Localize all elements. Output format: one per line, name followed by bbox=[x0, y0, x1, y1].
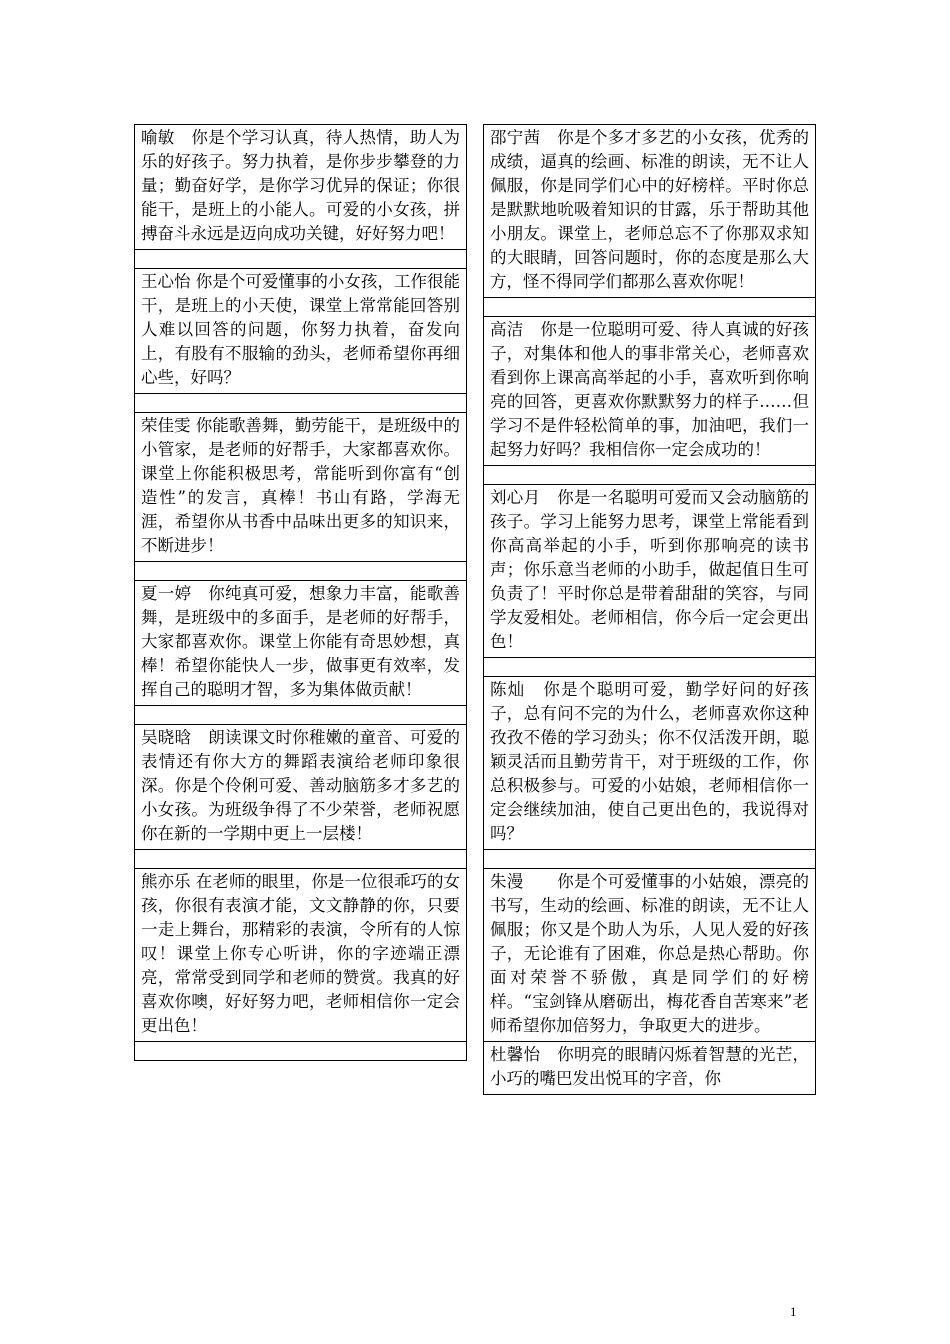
comment-cell: 陈灿 你是个聪明可爱，勤学好问的好孩子，总有问不完的为什么，老师喜欢你这种孜孜不倦的学习劲头；你不仅活泼开朗，聪颖灵活而且勤劳肯干，对于班级的工作，你总积极参与。可爱的小姑娘，老师相信你一定会继续加油，使自己更出色的，我说得对吗？ bbox=[484, 677, 816, 850]
comment-cell: 高洁 你是一位聪明可爱、待人真诚的好孩子，对集体和他人的事非常关心，老师喜欢看到你上课高高举起的小手，喜欢听到你响亮的回答，更喜欢你默默努力的样子……但学习不是件轻松简单的事，加油吧，我们一起努力好吗？我相信你一定会成功的！ bbox=[484, 317, 816, 466]
comment-cell: 杜馨怡 你明亮的眼睛闪烁着智慧的光芒，小巧的嘴巴发出悦耳的字音，你 bbox=[484, 1042, 816, 1095]
spacer-row bbox=[135, 706, 467, 725]
comment-cell: 荣佳雯 你能歌善舞，勤劳能干，是班级中的小管家，是老师的好帮手，大家都喜欢你。课堂上你能积极思考，常能听到你富有“创造性”的发言，真棒！书山有路，学海无涯，希望你从书香中品味出更多的知识来，不断进步！ bbox=[135, 413, 467, 562]
comment-cell: 喻敏 你是个学习认真，待人热情，助人为乐的好孩子。努力执着，是你步步攀登的力量；勤奋好学，是你学习优异的保证；你很能干，是班上的小能人。可爱的小女孩，拼搏奋斗永远是迈向成功关键，好好努力吧！ bbox=[135, 125, 467, 250]
spacer-row bbox=[135, 850, 467, 869]
spacer-row bbox=[484, 466, 816, 485]
comment-cell: 邵宁茜 你是个多才多艺的小女孩，优秀的成绩，逼真的绘画、标准的朗读，无不让人佩服，你是同学们心中的好榜样。平时你总是默默地吮吸着知识的甘露，乐于帮助其他小朋友。课堂上，老师总忘不了你那双求知的大眼睛，回答问题时，你的态度是那么大方，怪不得同学们都那么喜欢你呢！ bbox=[484, 125, 816, 298]
comment-cell: 熊亦乐 在老师的眼里，你是一位很乖巧的女孩，你很有表演才能，文文静静的你，只要一走上舞台，那精彩的表演，令所有的人惊叹！课堂上你专心听讲，你的字迹端正漂亮，常常受到同学和老师的赞赏。我真的好喜欢你噢，好好努力吧，老师相信你一定会更出色！ bbox=[135, 869, 467, 1042]
spacer-row bbox=[484, 658, 816, 677]
right-comment-column bbox=[483, 124, 816, 1095]
comment-cell: 朱漫 你是个可爱懂事的小姑娘，漂亮的书写，生动的绘画、标准的朗读，无不让人佩服；你又是个助人为乐，人见人爱的好孩子，无论谁有了困难，你总是热心帮助。你面对荣誉不骄傲，真是同学们的好榜样。“宝剑锋从磨砺出，梅花香自苦寒来”老师希望你加倍努力，争取更大的进步。 bbox=[484, 869, 816, 1042]
spacer-row bbox=[135, 250, 467, 269]
comment-cell: 夏一婷 你纯真可爱，想象力丰富，能歌善舞，是班级中的多面手，是老师的好帮手，大家都喜欢你。课堂上你能有奇思妙想，真棒！希望你能快人一步，做事更有效率，发挥自己的聪明才智，多为集体做贡献！ bbox=[135, 581, 467, 706]
spacer-row bbox=[135, 1042, 467, 1061]
right-comment-table bbox=[483, 124, 816, 1095]
comment-cell: 吴晓晗 朗读课文时你稚嫩的童音、可爱的表情还有你大方的舞蹈表演给老师印象很深。你是个伶俐可爱、善动脑筋多才多艺的小女孩。为班级争得了不少荣誉，老师祝愿你在新的一学期中更上一层楼！ bbox=[135, 725, 467, 850]
spacer-row bbox=[135, 394, 467, 413]
left-comment-column bbox=[134, 124, 467, 1061]
left-comment-table bbox=[134, 124, 467, 1061]
spacer-row bbox=[484, 850, 816, 869]
page-number: 1 bbox=[790, 1304, 797, 1319]
spacer-row bbox=[484, 298, 816, 317]
spacer-row bbox=[135, 562, 467, 581]
comment-cell: 王心怡 你是个可爱懂事的小女孩，工作很能干，是班上的小天使，课堂上常常能回答别人难以回答的问题，你努力执着，奋发向上，有股有不服输的劲头，老师希望你再细心些，好吗？ bbox=[135, 269, 467, 394]
comment-cell: 刘心月 你是一名聪明可爱而又会动脑筋的孩子。学习上能努力思考，课堂上常能看到你高高举起的小手，听到你那响亮的读书声；你乐意当老师的小助手，做起值日生可负责了！平时你总是带着甜甜的笑容，与同学友爱相处。老师相信，你今后一定会更出色！ bbox=[484, 485, 816, 658]
